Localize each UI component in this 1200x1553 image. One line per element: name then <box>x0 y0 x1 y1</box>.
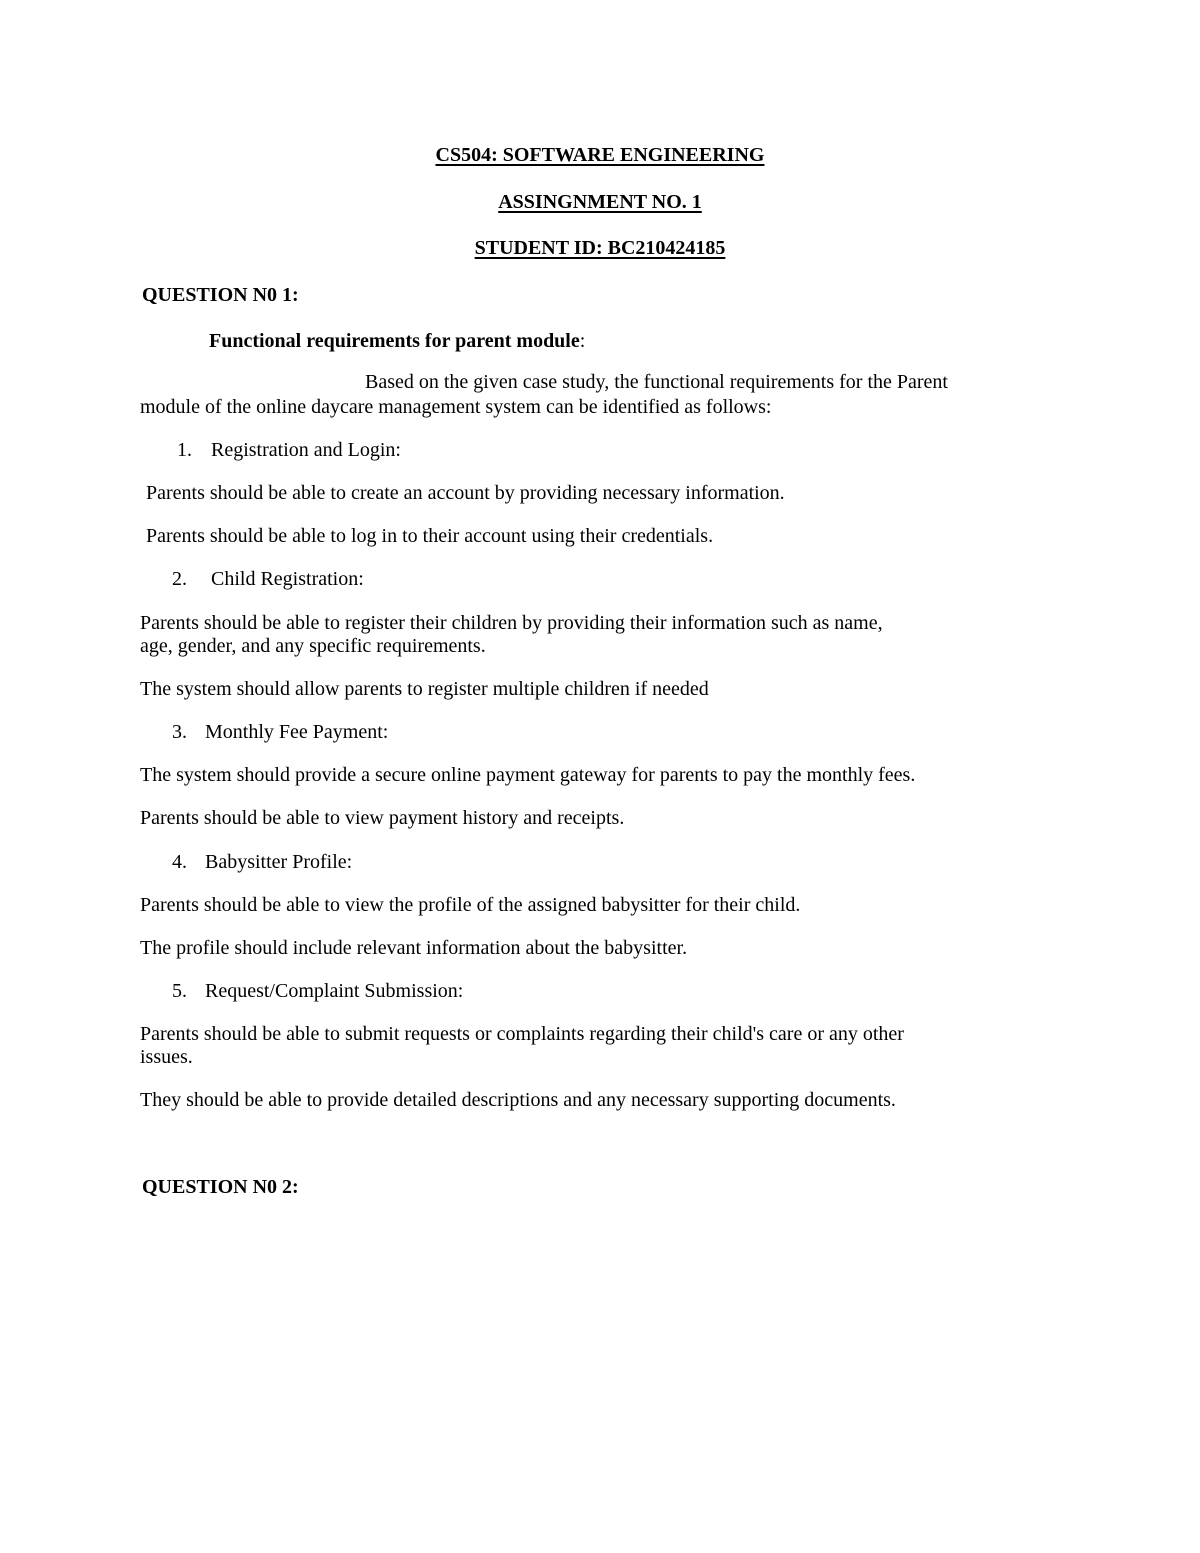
paragraph: The system should provide a secure online payment gateway for parents to pay the monthly fees. <box>140 764 916 786</box>
intro-line-1: Based on the given case study, the functional requirements for the Parent <box>365 371 948 393</box>
list-number: 1. <box>177 439 192 461</box>
course-title: CS504: SOFTWARE ENGINEERING <box>435 144 765 166</box>
list-number: 3. <box>172 721 187 743</box>
paragraph: issues. <box>140 1046 193 1068</box>
paragraph: Parents should be able to create an account by providing necessary information. <box>146 482 785 504</box>
paragraph: The profile should include relevant information about the babysitter. <box>140 937 688 959</box>
paragraph: age, gender, and any specific requirements. <box>140 635 486 657</box>
list-item-title: Child Registration: <box>211 568 364 590</box>
subheading-text: Functional requirements for parent module <box>209 330 580 352</box>
list-item-title: Babysitter Profile: <box>205 851 353 873</box>
paragraph: Parents should be able to view the profile of the assigned babysitter for their child. <box>140 894 801 916</box>
list-item-title: Request/Complaint Submission: <box>205 980 464 1002</box>
intro-line-2: module of the online daycare management system can be identified as follows: <box>140 396 772 418</box>
student-id: STUDENT ID: BC210424185 <box>474 237 726 259</box>
question-1-heading: QUESTION N0 1: <box>142 284 299 306</box>
list-number: 4. <box>172 851 187 873</box>
list-item-title: Monthly Fee Payment: <box>205 721 389 743</box>
subheading <box>209 329 585 353</box>
list-item-title: Registration and Login: <box>211 439 401 461</box>
question-2-heading: QUESTION N0 2: <box>142 1176 299 1198</box>
list-number: 2. <box>172 568 187 590</box>
list-number: 5. <box>172 980 187 1002</box>
paragraph: Parents should be able to view payment history and receipts. <box>140 807 625 829</box>
paragraph: Parents should be able to register their children by providing their information such as name, <box>140 612 883 634</box>
subheading-colon: : <box>579 330 586 352</box>
assignment-title: ASSINGNMENT NO. 1 <box>498 191 702 213</box>
paragraph: Parents should be able to submit requests or complaints regarding their child's care or any other <box>140 1023 904 1045</box>
paragraph: The system should allow parents to register multiple children if needed <box>140 678 709 700</box>
paragraph: Parents should be able to log in to their account using their credentials. <box>146 525 714 547</box>
paragraph: They should be able to provide detailed descriptions and any necessary supporting documents. <box>140 1089 896 1111</box>
